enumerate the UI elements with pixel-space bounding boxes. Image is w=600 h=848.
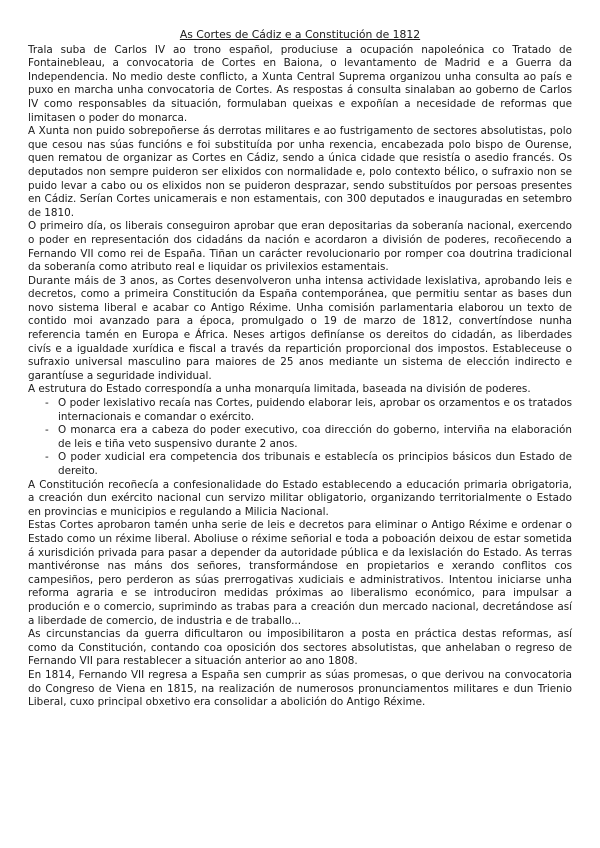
- list-item-text: O monarca era a cabeza do poder executivo, coa dirección do goberno, interviña na elaboración de leis e tiña veto suspensivo durante 2 anos.: [58, 424, 572, 450]
- paragraph: A estrutura do Estado correspondía a unha monarquía limitada, baseada na división de poderes.: [28, 383, 531, 396]
- list-item-text: O poder lexislativo recaía nas Cortes, puidendo elaborar leis, aprobar os orzamentos e os tratados internacionais e comandar o exército.: [58, 397, 572, 423]
- list-item-text: O poder xudicial era competencia dos tribunais e establecía os principios básicos dun Estado de dereito.: [58, 451, 572, 477]
- list-item: [28, 424, 572, 451]
- paragraph: A Xunta non puido sobrepoñerse ás derrotas militares e ao fustrigamento de sectores absolutistas, polo que cesou nas súas funcións e foi substituída por unha rexencia, encabezada polo bispo de Ourense, quen rematou de organizar as Cortes en Cádiz, sendo a única cidade que resistía o asedio francés. Os deputados non sempre puideron ser elixidos con normalidade e, polo contexto bélico, o sufraxio non se puido levar a cabo ou os elixidos non se puideron desprazar, sendo substituídos por persoas presentes en Cádiz. Serían Cortes unicamerais e non estamentais, con 300 deputados e inauguradas en setembro de 1810.: [28, 125, 572, 219]
- document-body: [28, 28, 572, 710]
- paragraph: O primeiro día, os liberais conseguiron aprobar que eran depositarias da soberanía nacional, exercendo o poder en representación dos cidadáns da nación e acordaron a división de poderes, recoñecendo a Fernando VII como rei de España. Tiñan un carácter revolucionario por romper coa doutrina tradicional da soberanía como atributo real e liquidar os privilexios estamentais.: [28, 220, 572, 274]
- paragraph: Estas Cortes aprobaron tamén unha serie de leis e decretos para eliminar o Antigo Réxime e ordenar o Estado como un réxime liberal. Aboliuse o réxime señorial e toda a poboación deixou de estar sometida á xurisdición privada para pasar a depender da autoridade pública e da lexislación do Estado. As terras mantivéronse nas máns dos señores, transformándose en propietarios e xerando conflitos cos campesiños, pero perderon as súas prerrogativas xudiciais e administrativos. Intentou iniciarse unha reforma agraria e se introduciron medidas próximas ao liberalismo económico, para impulsar a produción e o comercio, suprimindo as trabas para a creación dun mercado nacional, decretándose así a liberdade de comercio, de industria e de traballo...: [28, 519, 572, 627]
- paragraph: Durante máis de 3 anos, as Cortes desenvolveron unha intensa actividade lexislativa, aprobando leis e decretos, como a primeira Constitución da España contemporánea, que permitiu sentar as bases dun novo sistema liberal e acabar co Antigo Réxime. Unha comisión parlamentaria elaborou un texto de contido moi avanzado para a época, promulgado o 19 de marzo de 1812, convertíndose nunha referencia tamén en Europa e África. Neses artigos definíanse os dereitos do cidadán, as liberdades civís e a igualdade xurídica e fiscal a través da repartición proporcional dos impostos. Estableceuse o sufraxio universal masculino para maiores de 25 anos mediante un sistema de elección indirecto e garantíuse a seguridade individual.: [28, 274, 572, 382]
- paragraph: As circunstancias da guerra dificultaron ou imposibilitaron a posta en práctica destas reformas, así como da Constitución, contando coa oposición dos sectores absolutistas, que anhelaban o regreso de Fernando VII para restablecer a situación anterior ao ano 1808.: [28, 628, 572, 668]
- dash-bullet-icon: -: [45, 424, 49, 437]
- dash-bullet-icon: -: [45, 451, 49, 464]
- document-title: As Cortes de Cádiz e a Constitución de 1812: [179, 28, 421, 41]
- dash-bullet-icon: -: [45, 397, 49, 410]
- list-item: [28, 397, 572, 424]
- paragraph: En 1814, Fernando VII regresa a España sen cumprir as súas promesas, o que derivou na convocatoria do Congreso de Viena en 1815, na realización de numerosos pronunciamentos militares e dun Trienio Liberal, cuxo principal obxetivo era consolidar a abolición do Antigo Réxime.: [28, 668, 572, 709]
- paragraph: A Constitución recoñecía a confesionalidade do Estado establecendo a educación primaria obrigatoria, a creación dun exército nacional cun servizo militar obligatorio, organizando territorialmente o Estado en provincias e municipios e regulando a Milicia Nacional.: [28, 478, 572, 518]
- list-item: [28, 451, 572, 478]
- paragraph: Trala suba de Carlos IV ao trono español, produciuse a ocupación napoleónica co Tratado de Fontainebleau, a convocatoria de Cortes en Baiona, o levantamento de Madrid e a Guerra da Independencia. No medio deste conflicto, a Xunta Central Suprema organizou unha consulta ao país e puxo en marcha unha convocatoria de Cortes. As respostas á consulta sinalaban ao goberno de Carlos IV como responsables da situación, formulaban queixas e expoñían a necesidade de reformas que limitasen o poder do monarca.: [28, 43, 572, 124]
- powers-list: [28, 397, 572, 479]
